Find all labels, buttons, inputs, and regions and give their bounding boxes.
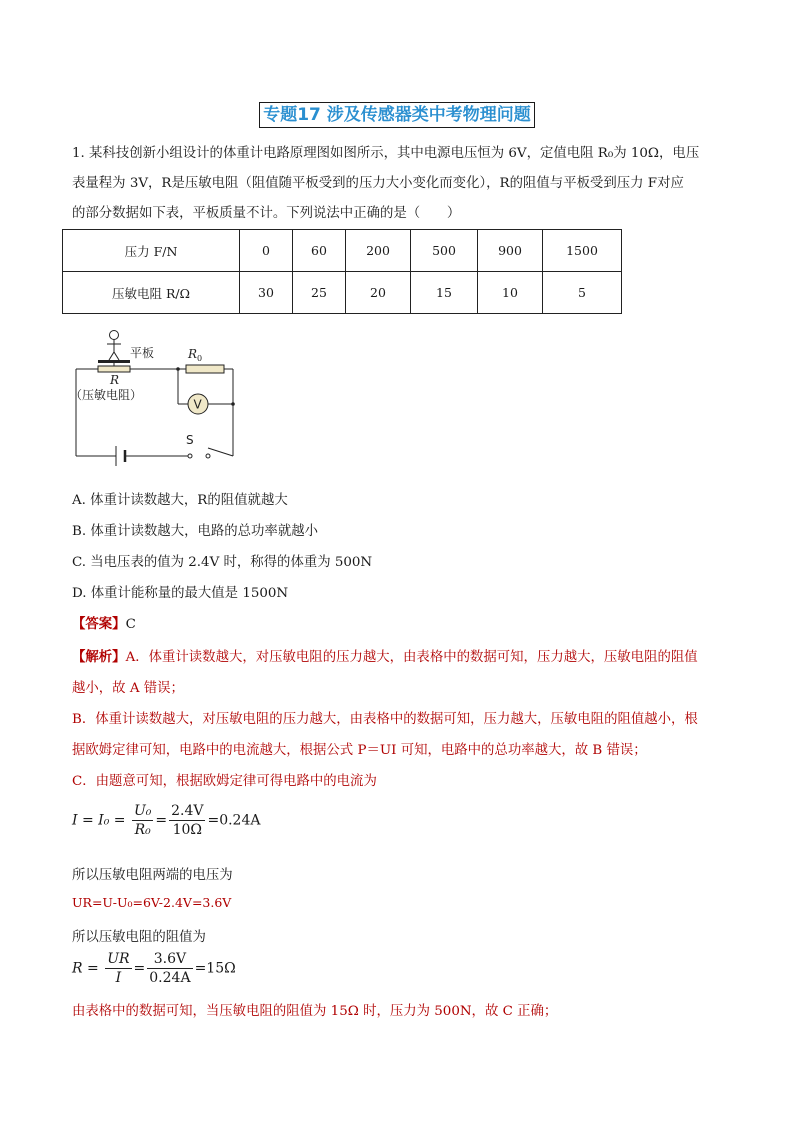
fixed-resistor-r0 (186, 365, 224, 373)
formula-voltage: UR=U-U₀=6V-2.4V=3.6V (72, 895, 232, 910)
fraction-numerator: 3.6V (147, 950, 192, 969)
formula-text: = (155, 812, 168, 829)
table-row (63, 230, 622, 272)
table-cell: 900 (478, 230, 543, 272)
resistance-table (62, 229, 622, 314)
plate-label: 平板 (130, 346, 155, 360)
answer-label: 【答案】 (72, 616, 126, 632)
table-cell: 30 (240, 272, 293, 314)
analysis-label: 【解析】 (72, 649, 126, 665)
table-cell: 20 (346, 272, 411, 314)
r-desc: （压敏电阻） (70, 388, 143, 402)
fraction-denominator: I (115, 970, 122, 986)
table-cell: 10 (478, 272, 543, 314)
table-header-force: 压力 F/N (63, 230, 240, 272)
table-cell: 0 (240, 230, 293, 272)
formula-text: R = (72, 960, 99, 977)
r-label: R (110, 373, 120, 387)
answer-line (72, 613, 136, 632)
answer-value: C (125, 617, 136, 632)
voltmeter-label: V (193, 397, 202, 412)
circuit-diagram (68, 326, 248, 471)
formula-text: =0.24A (207, 812, 261, 829)
fraction (169, 802, 205, 839)
fraction-denominator: 0.24A (149, 970, 191, 986)
option-a: A. 体重计读数越大，R的阻值就越大 (72, 493, 288, 508)
formula-text: = (133, 960, 146, 977)
r0-label: $R_0$ (188, 347, 203, 363)
table-cell: 200 (346, 230, 411, 272)
table-cell: 60 (293, 230, 346, 272)
fraction (132, 802, 153, 839)
question-line-2: 表量程为 3V，R是压敏电阻（阻值随平板受到的压力大小变化而变化），R的阻值与平板受到压力 F对应 (72, 176, 684, 191)
fraction-numerator: U₀ (133, 803, 152, 819)
formula-text: =15Ω (194, 960, 236, 977)
fraction-numerator: 2.4V (171, 803, 204, 819)
analysis-text: A．体重计读数越大，对压敏电阻的压力越大，由表格中的数据可知，压力越大，压敏电阻的阻值 (125, 650, 698, 665)
analysis-c-line-3: 所以压敏电阻的阻值为 (72, 930, 206, 945)
option-c: C. 当电压表的值为 2.4V 时，称得的体重为 500N (72, 555, 373, 570)
wires (76, 369, 233, 456)
analysis-c-line-4: 由表格中的数据可知，当压敏电阻的阻值为 15Ω 时，压力为 500N，故 C 正确； (72, 1004, 558, 1019)
table-row (63, 272, 622, 314)
fraction-numerator: UR (107, 951, 130, 967)
switch-label: S (186, 433, 194, 447)
analysis-c-line-1: C．由题意可知，根据欧姆定律可得电路中的电流为 (72, 774, 377, 789)
option-b: B. 体重计读数越大，电路的总功率就越小 (72, 524, 318, 539)
question-line-3: 的部分数据如下表，平板质量不计。下列说法中正确的是（ ） (72, 206, 461, 221)
analysis-a-line-1 (72, 646, 698, 665)
pressure-resistor (98, 366, 130, 372)
table-header-resistance: 压敏电阻 R/Ω (63, 272, 240, 314)
question-line-1: 1. 某科技创新小组设计的体重计电路原理图如图所示，其中电源电压恒为 6V，定值电阻 R₀为 10Ω，电压 (72, 146, 700, 161)
table-cell: 5 (543, 272, 622, 314)
formula-current (72, 802, 260, 839)
analysis-c-line-2: 所以压敏电阻两端的电压为 (72, 868, 233, 883)
analysis-b-line-1: B．体重计读数越大，对压敏电阻的压力越大，由表格中的数据可知，压力越大，压敏电阻的阻值越小，根 (72, 712, 698, 727)
option-d: D. 体重计能称量的最大值是 1500N (72, 586, 289, 601)
plate (98, 360, 130, 363)
person-figure (107, 331, 121, 361)
table-cell: 25 (293, 272, 346, 314)
fraction-denominator: 10Ω (172, 822, 202, 838)
analysis-a-line-2: 越小，故 A 错误； (72, 681, 184, 696)
fraction (147, 950, 192, 987)
table-cell: 500 (411, 230, 478, 272)
analysis-b-line-2: 据欧姆定律可知，电路中的电流越大，根据公式 P＝UI 可知，电路中的总功率越大，故 B 错误； (72, 743, 647, 758)
formula-text: I = I₀ = (72, 812, 126, 829)
formula-resistance (72, 950, 236, 987)
table-cell: 15 (411, 272, 478, 314)
page-title-box (0, 102, 794, 128)
table-cell: 1500 (543, 230, 622, 272)
page-title: 专题17 涉及传感器类中考物理问题 (259, 102, 535, 128)
switch-icon (188, 454, 192, 458)
fraction (105, 950, 131, 987)
fraction-denominator: R₀ (134, 822, 151, 838)
